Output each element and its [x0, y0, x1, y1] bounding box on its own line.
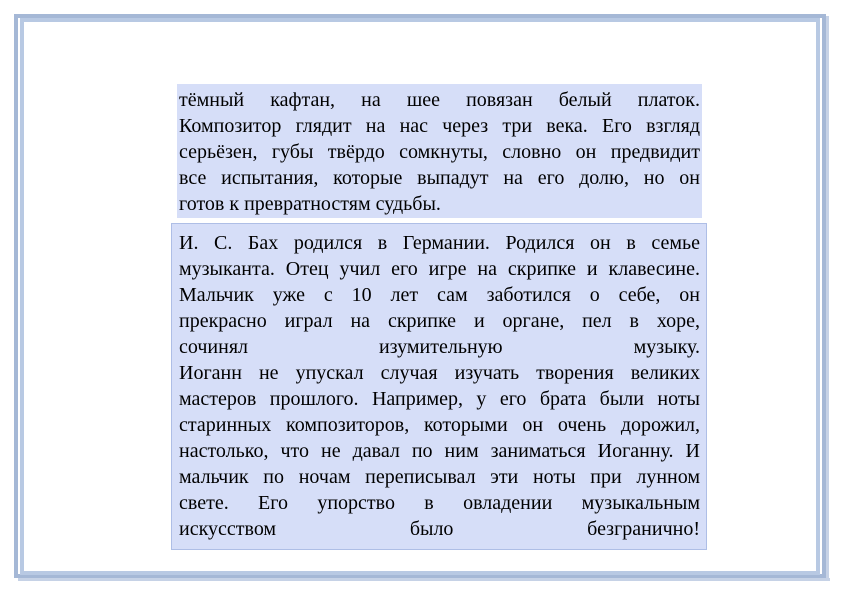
text-line: настолько, что не давал по ним заниматься Иоганну. И: [179, 440, 700, 462]
text-line: И. С. Бах родился в Германии. Родился он в семье: [179, 232, 700, 254]
text-line: тёмный кафтан, на шее повязан белый платок.: [179, 89, 700, 111]
text-line: серьёзен, губы твёрдо сомкнуты, словно он предвидит: [179, 141, 700, 163]
frame-shadow-right: [826, 16, 829, 581]
text-line: сочинял изумительную музыку.: [179, 336, 700, 358]
text-line: свете. Его упорство в овладении музыкальным: [179, 492, 700, 514]
text-line: мастеров прошлого. Например, у его брата были ноты: [179, 388, 700, 410]
frame-shadow-bottom: [18, 578, 830, 581]
text-line: готов к превратностям судьбы.: [179, 193, 441, 215]
text-line: прекрасно играл на скрипке и органе, пел в хоре,: [179, 310, 700, 332]
text-line: музыканта. Отец учил его игре на скрипке и клавесине.: [179, 258, 700, 280]
text-line: искусством было безгранично!: [179, 518, 700, 540]
text-box-main[interactable]: [171, 223, 707, 550]
text-line: Мальчик уже с 10 лет сам заботился о себе, он: [179, 284, 700, 306]
text-line: Композитор глядит на нас через три века. Его взгляд: [179, 115, 700, 137]
text-line: Иоганн не упускал случая изучать творения великих: [179, 362, 700, 384]
text-line: все испытания, которые выпадут на его долю, но он: [179, 167, 700, 189]
text-line: старинных композиторов, которыми он очень дорожил,: [179, 414, 700, 436]
text-box-top[interactable]: [177, 84, 702, 218]
text-line: мальчик по ночам переписывал эти ноты при лунном: [179, 466, 700, 488]
